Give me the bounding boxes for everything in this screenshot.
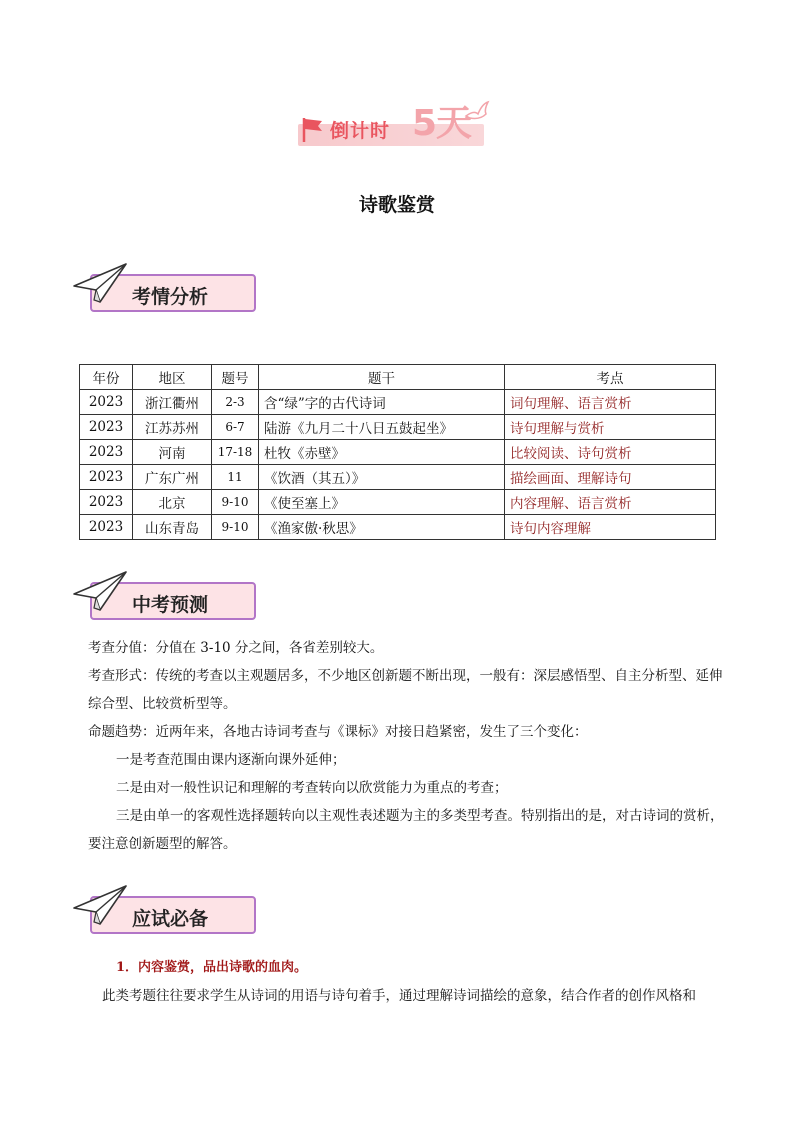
forecast-form: 考查形式：传统的考查以主观题居多，不少地区创新题不断出现，一般有：深层感悟型、自主分析型、延伸综合型、比较赏析型等。 (88, 668, 723, 712)
forecast-score: 考查分值：分值在 3-10 分之间，各省差别较大。 (88, 640, 384, 656)
cell-question-number: 9-10 (212, 515, 259, 540)
cell-region: 北京 (133, 490, 212, 515)
forecast-change-3: 三是由单一的客观性选择题转向以主观性表述题为主的多类型考查。特别指出的是，对古诗词的赏析，要注意创新题型的解答。 (88, 808, 724, 852)
section-title: 考情分析 (132, 286, 209, 308)
document-title: 诗歌鉴赏 (358, 194, 435, 216)
table-row (80, 415, 716, 440)
badge-number: 5天 (412, 103, 472, 144)
cell-year: 2023 (80, 490, 133, 515)
section-header-forecast (72, 576, 262, 626)
cell-point: 诗句内容理解 (505, 515, 716, 540)
essentials-point-title: 1．内容鉴赏，品出诗歌的血肉。 (116, 960, 308, 975)
paper-plane-icon (70, 882, 130, 928)
forecast-change-2: 二是由对一般性识记和理解的考查转向以欣赏能力为重点的考查； (116, 780, 508, 796)
header-question-number: 题号 (212, 365, 259, 390)
forecast-body (88, 634, 728, 858)
cell-point: 词句理解、语言赏析 (505, 390, 716, 415)
section-title: 应试必备 (132, 908, 209, 930)
cell-question-number: 9-10 (212, 490, 259, 515)
dove-icon (464, 100, 490, 124)
badge-label: 倒计时 (330, 120, 391, 142)
cell-point: 内容理解、语言赏析 (505, 490, 716, 515)
flag-icon (300, 114, 326, 144)
cell-point: 描绘画面、理解诗句 (505, 465, 716, 490)
cell-point: 比较阅读、诗句赏析 (505, 440, 716, 465)
cell-year: 2023 (80, 390, 133, 415)
forecast-change-1: 一是考查范围由课内逐渐向课外延伸； (116, 752, 346, 768)
section-title: 中考预测 (132, 594, 209, 616)
cell-question-number: 11 (212, 465, 259, 490)
cell-year: 2023 (80, 440, 133, 465)
table-row (80, 490, 716, 515)
cell-region: 江苏苏州 (133, 415, 212, 440)
table-row (80, 440, 716, 465)
cell-topic: 《渔家傲·秋思》 (259, 515, 505, 540)
cell-region: 山东青岛 (133, 515, 212, 540)
cell-region: 广东广州 (133, 465, 212, 490)
cell-topic: 杜牧《赤壁》 (259, 440, 505, 465)
cell-region: 浙江衢州 (133, 390, 212, 415)
essentials-body (88, 954, 728, 1010)
cell-year: 2023 (80, 465, 133, 490)
cell-topic: 陆游《九月二十八日五鼓起坐》 (259, 415, 505, 440)
header-point: 考点 (505, 365, 716, 390)
paper-plane-icon (70, 260, 130, 306)
cell-topic: 《使至塞上》 (259, 490, 505, 515)
table-row (80, 515, 716, 540)
cell-question-number: 6-7 (212, 415, 259, 440)
cell-topic: 《饮酒（其五）》 (259, 465, 505, 490)
table-row (80, 465, 716, 490)
exam-analysis-table (79, 364, 716, 540)
cell-question-number: 2-3 (212, 390, 259, 415)
cell-question-number: 17-18 (212, 440, 259, 465)
table-header-row (80, 365, 716, 390)
section-header-essentials (72, 890, 262, 940)
cell-point: 诗句理解与赏析 (505, 415, 716, 440)
table-row (80, 390, 716, 415)
section-header-analysis (72, 268, 262, 318)
paper-plane-icon (70, 568, 130, 614)
cell-year: 2023 (80, 515, 133, 540)
cell-year: 2023 (80, 415, 133, 440)
header-region: 地区 (133, 365, 212, 390)
essentials-point-text: 此类考题往往要求学生从诗词的用语与诗句着手，通过理解诗词描绘的意象，结合作者的创作风格和 (102, 988, 696, 1004)
forecast-trend: 命题趋势：近两年来，各地古诗词考查与《课标》对接日趋紧密，发生了三个变化： (88, 724, 588, 740)
cell-region: 河南 (133, 440, 212, 465)
header-topic: 题干 (259, 365, 505, 390)
header-year: 年份 (80, 365, 133, 390)
countdown-badge (296, 104, 488, 148)
cell-topic: 含“绿”字的古代诗词 (259, 390, 505, 415)
